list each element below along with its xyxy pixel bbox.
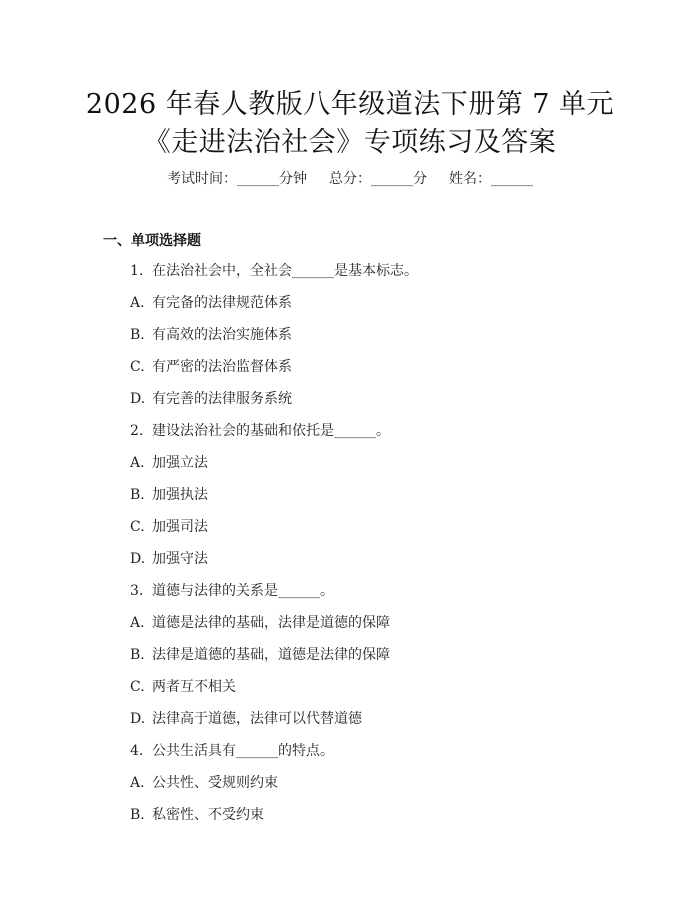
option-text: 两者互不相关 [152,679,236,695]
section-heading: 一、单项选择题 [103,233,201,249]
document-title-line-2: 《走进法治社会》专项练习及答案 [143,127,557,158]
option-text: 有高效的法治实施体系 [152,327,292,343]
option-letter: D. [130,391,146,407]
exam-time-field: 考试时间：______分钟 [167,171,307,187]
answer-option [130,452,208,472]
option-letter: A. [130,455,145,471]
option-text: 有严密的法治监督体系 [152,359,292,375]
question-stem [130,580,334,600]
option-letter: B. [130,487,145,503]
option-letter: C. [130,679,145,695]
option-letter: D. [130,711,146,727]
answer-option [130,324,292,344]
question-number: 4. [130,743,144,759]
option-letter: B. [130,327,145,343]
option-text: 加强守法 [152,551,208,567]
option-text: 有完善的法律服务系统 [152,391,292,407]
question-text: 在法治社会中，全社会______是基本标志。 [152,263,418,279]
question-number: 3. [130,583,144,599]
answer-option [130,356,292,376]
option-text: 加强立法 [152,455,208,471]
option-letter: A. [130,615,145,631]
option-text: 法律是道德的基础，道德是法律的保障 [152,647,390,663]
total-score-field: 总分：______分 [329,171,427,187]
option-letter: A. [130,295,145,311]
answer-option [130,516,208,536]
option-text: 公共性、受规则约束 [152,775,278,791]
option-text: 法律高于道德，法律可以代替道德 [152,711,362,727]
option-letter: B. [130,807,145,823]
option-letter: A. [130,775,145,791]
option-text: 加强执法 [152,487,208,503]
student-name-field: 姓名：______ [449,171,533,187]
question-stem [130,740,334,760]
option-letter: B. [130,647,145,663]
document-title-line-1: 2026 年春人教版八年级道法下册第 7 单元 [85,89,615,120]
option-letter: C. [130,359,145,375]
answer-option [130,772,278,792]
option-text: 道德是法律的基础，法律是道德的保障 [152,615,390,631]
answer-option [130,612,390,632]
option-text: 私密性、不受约束 [152,807,264,823]
question-text: 公共生活具有______的特点。 [152,743,334,759]
option-text: 加强司法 [152,519,208,535]
question-text: 建设法治社会的基础和依托是______。 [152,423,390,439]
answer-option [130,388,292,408]
answer-option [130,804,264,824]
question-stem [130,420,390,440]
answer-option [130,292,292,312]
exam-info [0,168,700,188]
answer-option [130,676,236,696]
option-text: 有完备的法律规范体系 [152,295,292,311]
answer-option [130,548,208,568]
option-letter: C. [130,519,145,535]
question-text: 道德与法律的关系是______。 [152,583,334,599]
option-letter: D. [130,551,146,567]
answer-option [130,708,362,728]
question-number: 2. [130,423,144,439]
question-stem [130,260,418,280]
answer-option [130,484,208,504]
answer-option [130,644,390,664]
question-number: 1. [130,263,144,279]
